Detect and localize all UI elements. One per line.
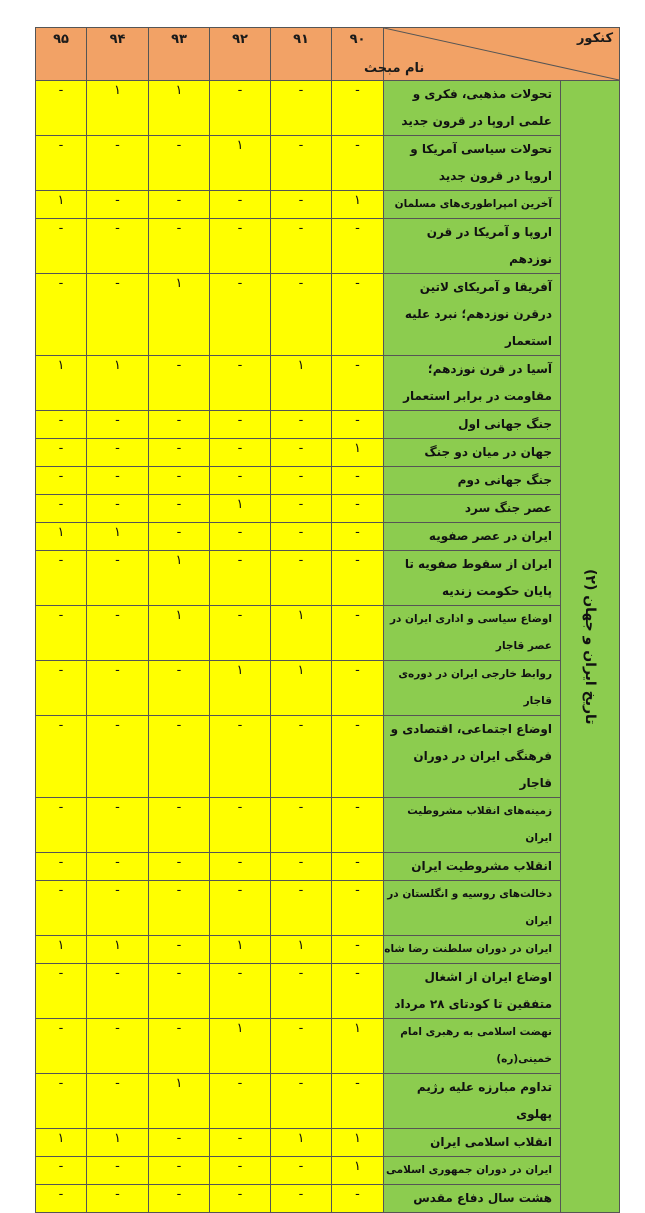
table-row: [36, 523, 620, 551]
table-row: [36, 1129, 620, 1157]
count-cell: -: [210, 1074, 271, 1129]
count-cell: -: [87, 853, 149, 881]
table-row: [36, 467, 620, 495]
count-cell: -: [210, 219, 271, 274]
count-cell: -: [36, 1074, 87, 1129]
count-cell: -: [332, 936, 384, 964]
section-side-label: تاریخ ایران و جهان (۲): [582, 568, 598, 725]
table-row: [36, 219, 620, 274]
count-cell: -: [210, 853, 271, 881]
count-cell: -: [87, 136, 149, 191]
year-header: ۹۴: [87, 28, 149, 81]
count-cell: -: [36, 81, 87, 136]
table-row: [36, 274, 620, 356]
table-row: [36, 881, 620, 936]
topic-cell: روابط خارجی ایران در دوره‌ی قاجار: [384, 661, 561, 716]
topic-cell: اوضاع سیاسی و اداری ایران در عصر قاجار: [384, 606, 561, 661]
count-cell: -: [210, 411, 271, 439]
count-cell: -: [332, 881, 384, 936]
table-row: [36, 964, 620, 1019]
table-row: [36, 191, 620, 219]
count-cell: -: [332, 853, 384, 881]
count-cell: -: [271, 467, 332, 495]
count-cell: -: [149, 439, 210, 467]
year-header: ۹۰: [332, 28, 384, 81]
count-cell: ۱: [271, 356, 332, 411]
count-cell: ۱: [149, 606, 210, 661]
table-row: [36, 798, 620, 853]
topic-cell: اوضاع ایران از اشغال متفقین تا کودتای ۲۸ مرداد: [384, 964, 561, 1019]
count-cell: ۱: [36, 1129, 87, 1157]
year-header: ۹۲: [210, 28, 271, 81]
count-cell: -: [210, 274, 271, 356]
count-cell: -: [271, 881, 332, 936]
count-cell: -: [36, 219, 87, 274]
count-cell: ۱: [210, 495, 271, 523]
count-cell: -: [149, 798, 210, 853]
count-cell: -: [332, 274, 384, 356]
count-cell: -: [271, 798, 332, 853]
table-row: [36, 81, 620, 136]
count-cell: -: [87, 439, 149, 467]
count-cell: -: [271, 274, 332, 356]
count-cell: -: [149, 1185, 210, 1213]
topic-cell: انقلاب اسلامی ایران: [384, 1129, 561, 1157]
count-cell: -: [332, 495, 384, 523]
count-cell: ۱: [271, 606, 332, 661]
count-cell: -: [149, 219, 210, 274]
count-cell: -: [36, 411, 87, 439]
topic-cell: جنگ جهانی دوم: [384, 467, 561, 495]
table-row: [36, 495, 620, 523]
table-row: [36, 1019, 620, 1074]
count-cell: -: [149, 964, 210, 1019]
topic-cell: آخرین امپراطوری‌های مسلمان: [384, 191, 561, 219]
count-cell: -: [36, 136, 87, 191]
count-cell: ۱: [149, 274, 210, 356]
topic-cell: تحولات مذهبی، فکری و علمی اروپا در قرون جدید: [384, 81, 561, 136]
count-cell: -: [36, 853, 87, 881]
table-row: [36, 439, 620, 467]
topic-cell: جهان در میان دو جنگ: [384, 439, 561, 467]
count-cell: -: [149, 136, 210, 191]
count-cell: -: [36, 1019, 87, 1074]
count-cell: ۱: [36, 356, 87, 411]
count-cell: ۱: [87, 81, 149, 136]
count-cell: ۱: [332, 1129, 384, 1157]
count-cell: -: [271, 439, 332, 467]
count-cell: -: [271, 1074, 332, 1129]
topic-cell: آفریقا و آمریکای لاتین درقرن نوزدهم؛ نبرد علیه استعمار: [384, 274, 561, 356]
count-cell: ۱: [149, 1074, 210, 1129]
topic-cell: انقلاب مشروطیت ایران: [384, 853, 561, 881]
count-cell: -: [36, 881, 87, 936]
count-cell: -: [36, 1157, 87, 1185]
count-cell: ۱: [87, 936, 149, 964]
count-cell: -: [210, 191, 271, 219]
count-cell: ۱: [271, 936, 332, 964]
count-cell: -: [332, 219, 384, 274]
count-cell: -: [271, 1019, 332, 1074]
count-cell: -: [36, 798, 87, 853]
count-cell: -: [87, 798, 149, 853]
count-cell: ۱: [36, 936, 87, 964]
count-cell: -: [36, 964, 87, 1019]
count-cell: -: [210, 467, 271, 495]
table-row: [36, 716, 620, 798]
count-cell: -: [210, 964, 271, 1019]
topic-cell: ایران در عصر صفویه: [384, 523, 561, 551]
topic-cell: ایران در دوران سلطنت رضا شاه: [384, 936, 561, 964]
count-cell: ۱: [149, 81, 210, 136]
konkur-topic-table: [35, 27, 620, 1213]
topic-cell: زمینه‌های انقلاب مشروطیت ایران: [384, 798, 561, 853]
count-cell: ۱: [271, 661, 332, 716]
count-cell: ۱: [332, 1157, 384, 1185]
count-cell: -: [271, 551, 332, 606]
count-cell: -: [210, 606, 271, 661]
count-cell: -: [87, 1019, 149, 1074]
topic-cell: هشت سال دفاع مقدس: [384, 1185, 561, 1213]
count-cell: -: [332, 798, 384, 853]
topic-cell: عصر جنگ سرد: [384, 495, 561, 523]
count-cell: -: [210, 1185, 271, 1213]
count-cell: -: [332, 716, 384, 798]
topic-cell: اوضاع اجتماعی، اقتصادی و فرهنگی ایران در دوران قاجار: [384, 716, 561, 798]
section-side-label-cell: [561, 81, 620, 1213]
count-cell: ۱: [332, 1019, 384, 1074]
table-row: [36, 136, 620, 191]
count-cell: -: [332, 661, 384, 716]
count-cell: -: [36, 495, 87, 523]
count-cell: ۱: [210, 661, 271, 716]
table-row: [36, 1074, 620, 1129]
count-cell: -: [87, 191, 149, 219]
count-cell: -: [210, 81, 271, 136]
header-row: [36, 28, 620, 81]
count-cell: -: [149, 1157, 210, 1185]
count-cell: -: [87, 964, 149, 1019]
count-cell: -: [332, 606, 384, 661]
count-cell: -: [149, 495, 210, 523]
table-row: [36, 356, 620, 411]
count-cell: -: [87, 1185, 149, 1213]
count-cell: ۱: [271, 1129, 332, 1157]
topic-label: نام مبحث: [364, 61, 425, 76]
count-cell: -: [87, 411, 149, 439]
count-cell: -: [332, 523, 384, 551]
table-row: [36, 853, 620, 881]
count-cell: -: [87, 716, 149, 798]
count-cell: -: [36, 439, 87, 467]
count-cell: -: [210, 439, 271, 467]
table-row: [36, 1157, 620, 1185]
count-cell: -: [87, 467, 149, 495]
topic-cell: جنگ جهانی اول: [384, 411, 561, 439]
count-cell: -: [210, 716, 271, 798]
count-cell: ۱: [36, 191, 87, 219]
count-cell: -: [210, 1129, 271, 1157]
count-cell: ۱: [210, 136, 271, 191]
count-cell: -: [271, 81, 332, 136]
count-cell: -: [149, 467, 210, 495]
count-cell: -: [271, 191, 332, 219]
count-cell: -: [271, 853, 332, 881]
count-cell: ۱: [332, 191, 384, 219]
count-cell: -: [332, 551, 384, 606]
count-cell: ۱: [36, 523, 87, 551]
table-row: [36, 606, 620, 661]
count-cell: -: [87, 1157, 149, 1185]
count-cell: -: [332, 1185, 384, 1213]
count-cell: -: [271, 411, 332, 439]
count-cell: -: [271, 219, 332, 274]
count-cell: -: [271, 1185, 332, 1213]
year-header: ۹۱: [271, 28, 332, 81]
table-row: [36, 411, 620, 439]
count-cell: -: [149, 1129, 210, 1157]
count-cell: ۱: [210, 1019, 271, 1074]
count-cell: -: [332, 467, 384, 495]
topic-cell: تحولات سیاسی آمریکا و اروپا در قرون جدید: [384, 136, 561, 191]
count-cell: -: [149, 881, 210, 936]
count-cell: -: [149, 411, 210, 439]
count-cell: -: [36, 467, 87, 495]
count-cell: -: [271, 716, 332, 798]
count-cell: -: [271, 1157, 332, 1185]
count-cell: -: [36, 606, 87, 661]
topic-cell: تداوم مبارزه علیه رژیم پهلوی: [384, 1074, 561, 1129]
count-cell: -: [332, 81, 384, 136]
count-cell: -: [271, 136, 332, 191]
count-cell: -: [87, 1074, 149, 1129]
topic-cell: آسیا در قرن نوزدهم؛ مقاومت در برابر استعمار: [384, 356, 561, 411]
topic-cell: ایران از سقوط صفویه تا پایان حکومت زندیه: [384, 551, 561, 606]
count-cell: -: [149, 661, 210, 716]
count-cell: -: [87, 661, 149, 716]
year-header: ۹۳: [149, 28, 210, 81]
topic-cell: دخالت‌های روسیه و انگلستان در ایران: [384, 881, 561, 936]
count-cell: -: [332, 136, 384, 191]
count-cell: -: [149, 191, 210, 219]
count-cell: -: [332, 964, 384, 1019]
count-cell: ۱: [87, 356, 149, 411]
topic-cell: ایران در دوران جمهوری اسلامی: [384, 1157, 561, 1185]
count-cell: ۱: [87, 1129, 149, 1157]
count-cell: -: [271, 495, 332, 523]
count-cell: ۱: [149, 551, 210, 606]
table-row: [36, 551, 620, 606]
count-cell: ۱: [87, 523, 149, 551]
count-cell: -: [332, 1074, 384, 1129]
count-cell: -: [149, 936, 210, 964]
count-cell: -: [210, 1157, 271, 1185]
count-cell: -: [271, 964, 332, 1019]
count-cell: -: [36, 274, 87, 356]
count-cell: -: [87, 219, 149, 274]
count-cell: -: [36, 551, 87, 606]
count-cell: -: [87, 606, 149, 661]
year-header: ۹۵: [36, 28, 87, 81]
count-cell: -: [332, 411, 384, 439]
table-row: [36, 936, 620, 964]
count-cell: -: [36, 716, 87, 798]
count-cell: -: [36, 661, 87, 716]
header-corner-cell: [364, 28, 620, 81]
count-cell: ۱: [210, 936, 271, 964]
count-cell: -: [36, 1185, 87, 1213]
count-cell: -: [149, 1019, 210, 1074]
count-cell: ۱: [332, 439, 384, 467]
table-row: [36, 1185, 620, 1213]
count-cell: -: [149, 716, 210, 798]
konkur-label: کنکور: [576, 31, 613, 46]
count-cell: -: [149, 853, 210, 881]
count-cell: -: [210, 881, 271, 936]
count-cell: -: [87, 551, 149, 606]
topic-cell: اروپا و آمریکا در قرن نوزدهم: [384, 219, 561, 274]
count-cell: -: [87, 881, 149, 936]
count-cell: -: [210, 523, 271, 551]
topic-cell: نهضت اسلامی به رهبری امام خمینی(ره): [384, 1019, 561, 1074]
count-cell: -: [87, 495, 149, 523]
count-cell: -: [87, 274, 149, 356]
count-cell: -: [149, 523, 210, 551]
count-cell: -: [332, 356, 384, 411]
count-cell: -: [210, 356, 271, 411]
count-cell: -: [149, 356, 210, 411]
table-row: [36, 661, 620, 716]
count-cell: -: [271, 523, 332, 551]
count-cell: -: [210, 798, 271, 853]
count-cell: -: [210, 551, 271, 606]
